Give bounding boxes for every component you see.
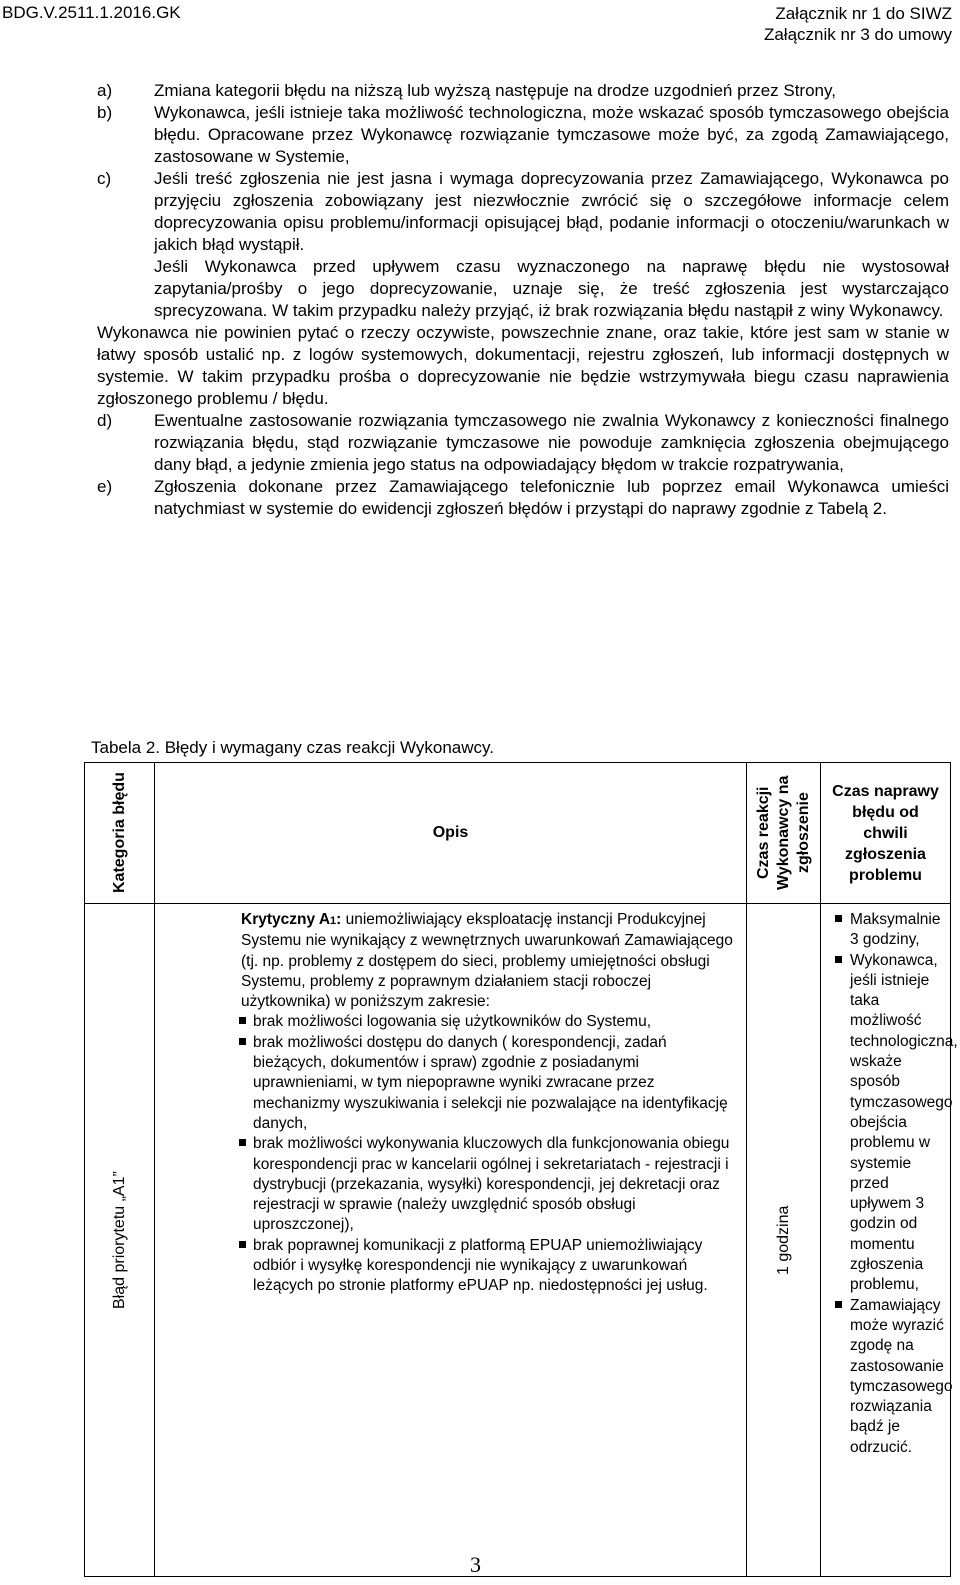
clause-text-continued: Jeśli Wykonawca przed upływem czasu wyznaczonego na naprawę błędu nie wystosował zapytania/prośby o jego doprecyzowanie, uznaje się, że treść zgłoszenia jest wystarczająco sprecyzowana. W takim przypadku należy przyjąć, iż brak rozwiązania błędu nastąpił z winy Wykonawcy. (154, 257, 949, 320)
severity-label: Krytyczny A1: (241, 911, 342, 928)
description-bullets (241, 1012, 738, 1296)
square-bullet-icon (835, 956, 842, 963)
header-category: Kategoria błędu (85, 763, 155, 904)
list-item: Wykonawca, jeśli istnieje taka możliwość technologiczna, wskaże sposób tymczasowego obejścia problemu w systemie przed upływem 3 godzin od momentu zgłoszenia problemu, (833, 951, 944, 1296)
clause-marker: d) (97, 411, 113, 430)
clause-text: Ewentualne zastosowanie rozwiązania tymczasowego nie zwalnia Wykonawcy z konieczności finalnego rozwiązania błędu, stąd rozwiązanie tymczasowe nie powoduje zamknięcia zgłoszenia obejmującego dany błąd, a jedynie zmienia jego status na odpowiadający błędom w trakcie rozpatrywania, (154, 411, 949, 474)
annex-label-umowy: Załącznik nr 3 do umowy (763, 25, 952, 44)
list-item: brak możliwości wykonywania kluczowych dla funkcjonowania obiegu korespondencji prac w kancelarii ogólnej i sekretariatach - rejestracji i dystrybucji (przekazania, wysyłki) korespondencji, jej dekretacji oraz rejestracji w sprawie (należy uwzględnić sposób obsługi uproszczonej), (241, 1134, 738, 1235)
error-category-table (84, 762, 958, 1577)
document-reference: BDG.V.2511.1.2016.GK (2, 3, 181, 22)
clause-marker: b) (97, 103, 113, 122)
table-header-row (85, 763, 951, 904)
row-category: Błąd priorytetu „A1” (85, 904, 155, 1577)
clause-c (97, 168, 949, 322)
clause-text: Zmiana kategorii błędu na niższą lub wyższą następuje na drodze uzgodnień przez Strony, (154, 81, 836, 100)
description-lead: Krytyczny A1: uniemożliwiający eksploatację instancji Produkcyjnej Systemu nie wynikający z wewnętrznych uwarunkowań Zamawiającego (tj. np. problemy z dostępem do sieci, problemy umiejętności obsługi Systemu, problemy z poprawnym działaniem stacji roboczej użytkownika) w poniższym zakresie: (241, 911, 733, 1011)
header-fix-time: Czas naprawy błędu od chwili zgłoszenia problemu (821, 763, 951, 904)
header-description: Opis (155, 763, 747, 904)
table-caption: Tabela 2. Błędy i wymagany czas reakcji Wykonawcy. (91, 738, 494, 757)
clause-text: Wykonawca, jeśli istnieje taka możliwość technologiczna, może wskazać sposób tymczasowego obejścia błędu. Opracowane przez Wykonawcę rozwiązanie tymczasowe może być, za zgodą Zamawiającego, zastosowane w Systemie, (154, 103, 949, 166)
clause-marker: c) (97, 169, 112, 188)
square-bullet-icon (835, 1301, 842, 1308)
clause-text: Jeśli treść zgłoszenia nie jest jasna i wymaga doprecyzowania przez Zamawiającego, Wykonawca po przyjęciu zgłoszenia zobowiązany jest niezwłocznie zwrócić się o szczegółowe informacje celem doprecyzowania opisu problemu/informacji opisującej błąd, podanie informacji o otoczeniu/warunkach w jakich błąd wystąpił. (154, 169, 949, 254)
clause-b (97, 102, 949, 168)
square-bullet-icon (239, 1038, 246, 1045)
row-reaction-time: 1 godzina (747, 904, 821, 1577)
list-item: Zamawiający może wyrazić zgodę na zastosowanie tymczasowego rozwiązania bądź je odrzucić. (833, 1296, 944, 1458)
list-item: brak możliwości logowania się użytkowników do Systemu, (241, 1012, 738, 1032)
list-item: brak poprawnej komunikacji z platformą EPUAP uniemożliwiający odbiór i wysyłkę korespondencji nie wynikający z uwarunkowań leżących po stronie platformy ePUAP np. niedostępności jej usług. (241, 1236, 738, 1297)
list-item: brak możliwości dostępu do danych ( korespondencji, zadań bieżących, dokumentów i spraw) zgodnie z posiadanymi uprawnieniami, w tym niepoprawne wyniki zwracane przez mechanizmy wyszukiwania i selekcji nie pozwalające na identyfikację danych, (241, 1033, 738, 1134)
clause-text: Zgłoszenia dokonane przez Zamawiającego telefonicznie lub poprzez email Wykonawca umieści natychmiast w systemie do ewidencji zgłoszeń błędów i przystąpi do naprawy zgodnie z Tabelą 2. (154, 477, 949, 518)
square-bullet-icon (239, 1017, 246, 1024)
square-bullet-icon (239, 1139, 246, 1146)
annex-label-siwz: Załącznik nr 1 do SIWZ (775, 4, 952, 23)
row-fix-time (821, 904, 958, 1577)
square-bullet-icon (239, 1241, 246, 1248)
clause-a (97, 80, 949, 102)
clause-marker: e) (97, 477, 113, 496)
row-description (155, 904, 747, 1577)
clarification-paragraph: Wykonawca nie powinien pytać o rzeczy oczywiste, powszechnie znane, oraz takie, które jest sam w stanie w łatwy sposób ustalić np. z logów systemowych, dokumentacji, rejestru zgłoszeń, lub informacji dostępnych w systemie. W takim przypadku prośba o doprecyzowanie nie będzie wstrzymywała biegu czasu naprawienia zgłoszonego problemu / błędu. (97, 323, 949, 408)
page-number: 3 (470, 1552, 481, 1577)
header-reaction-time: Czas reakcji Wykonawcy na zgłoszenie (747, 763, 821, 904)
fix-time-bullets (833, 910, 958, 1458)
annex-labels (764, 3, 952, 45)
list-item: Maksymalnie 3 godziny, (833, 910, 944, 951)
clauses (97, 80, 949, 520)
clause-marker: a) (97, 81, 113, 100)
clause-d (97, 410, 949, 476)
square-bullet-icon (835, 915, 842, 922)
table-row (85, 904, 951, 1577)
clause-e (97, 476, 949, 520)
